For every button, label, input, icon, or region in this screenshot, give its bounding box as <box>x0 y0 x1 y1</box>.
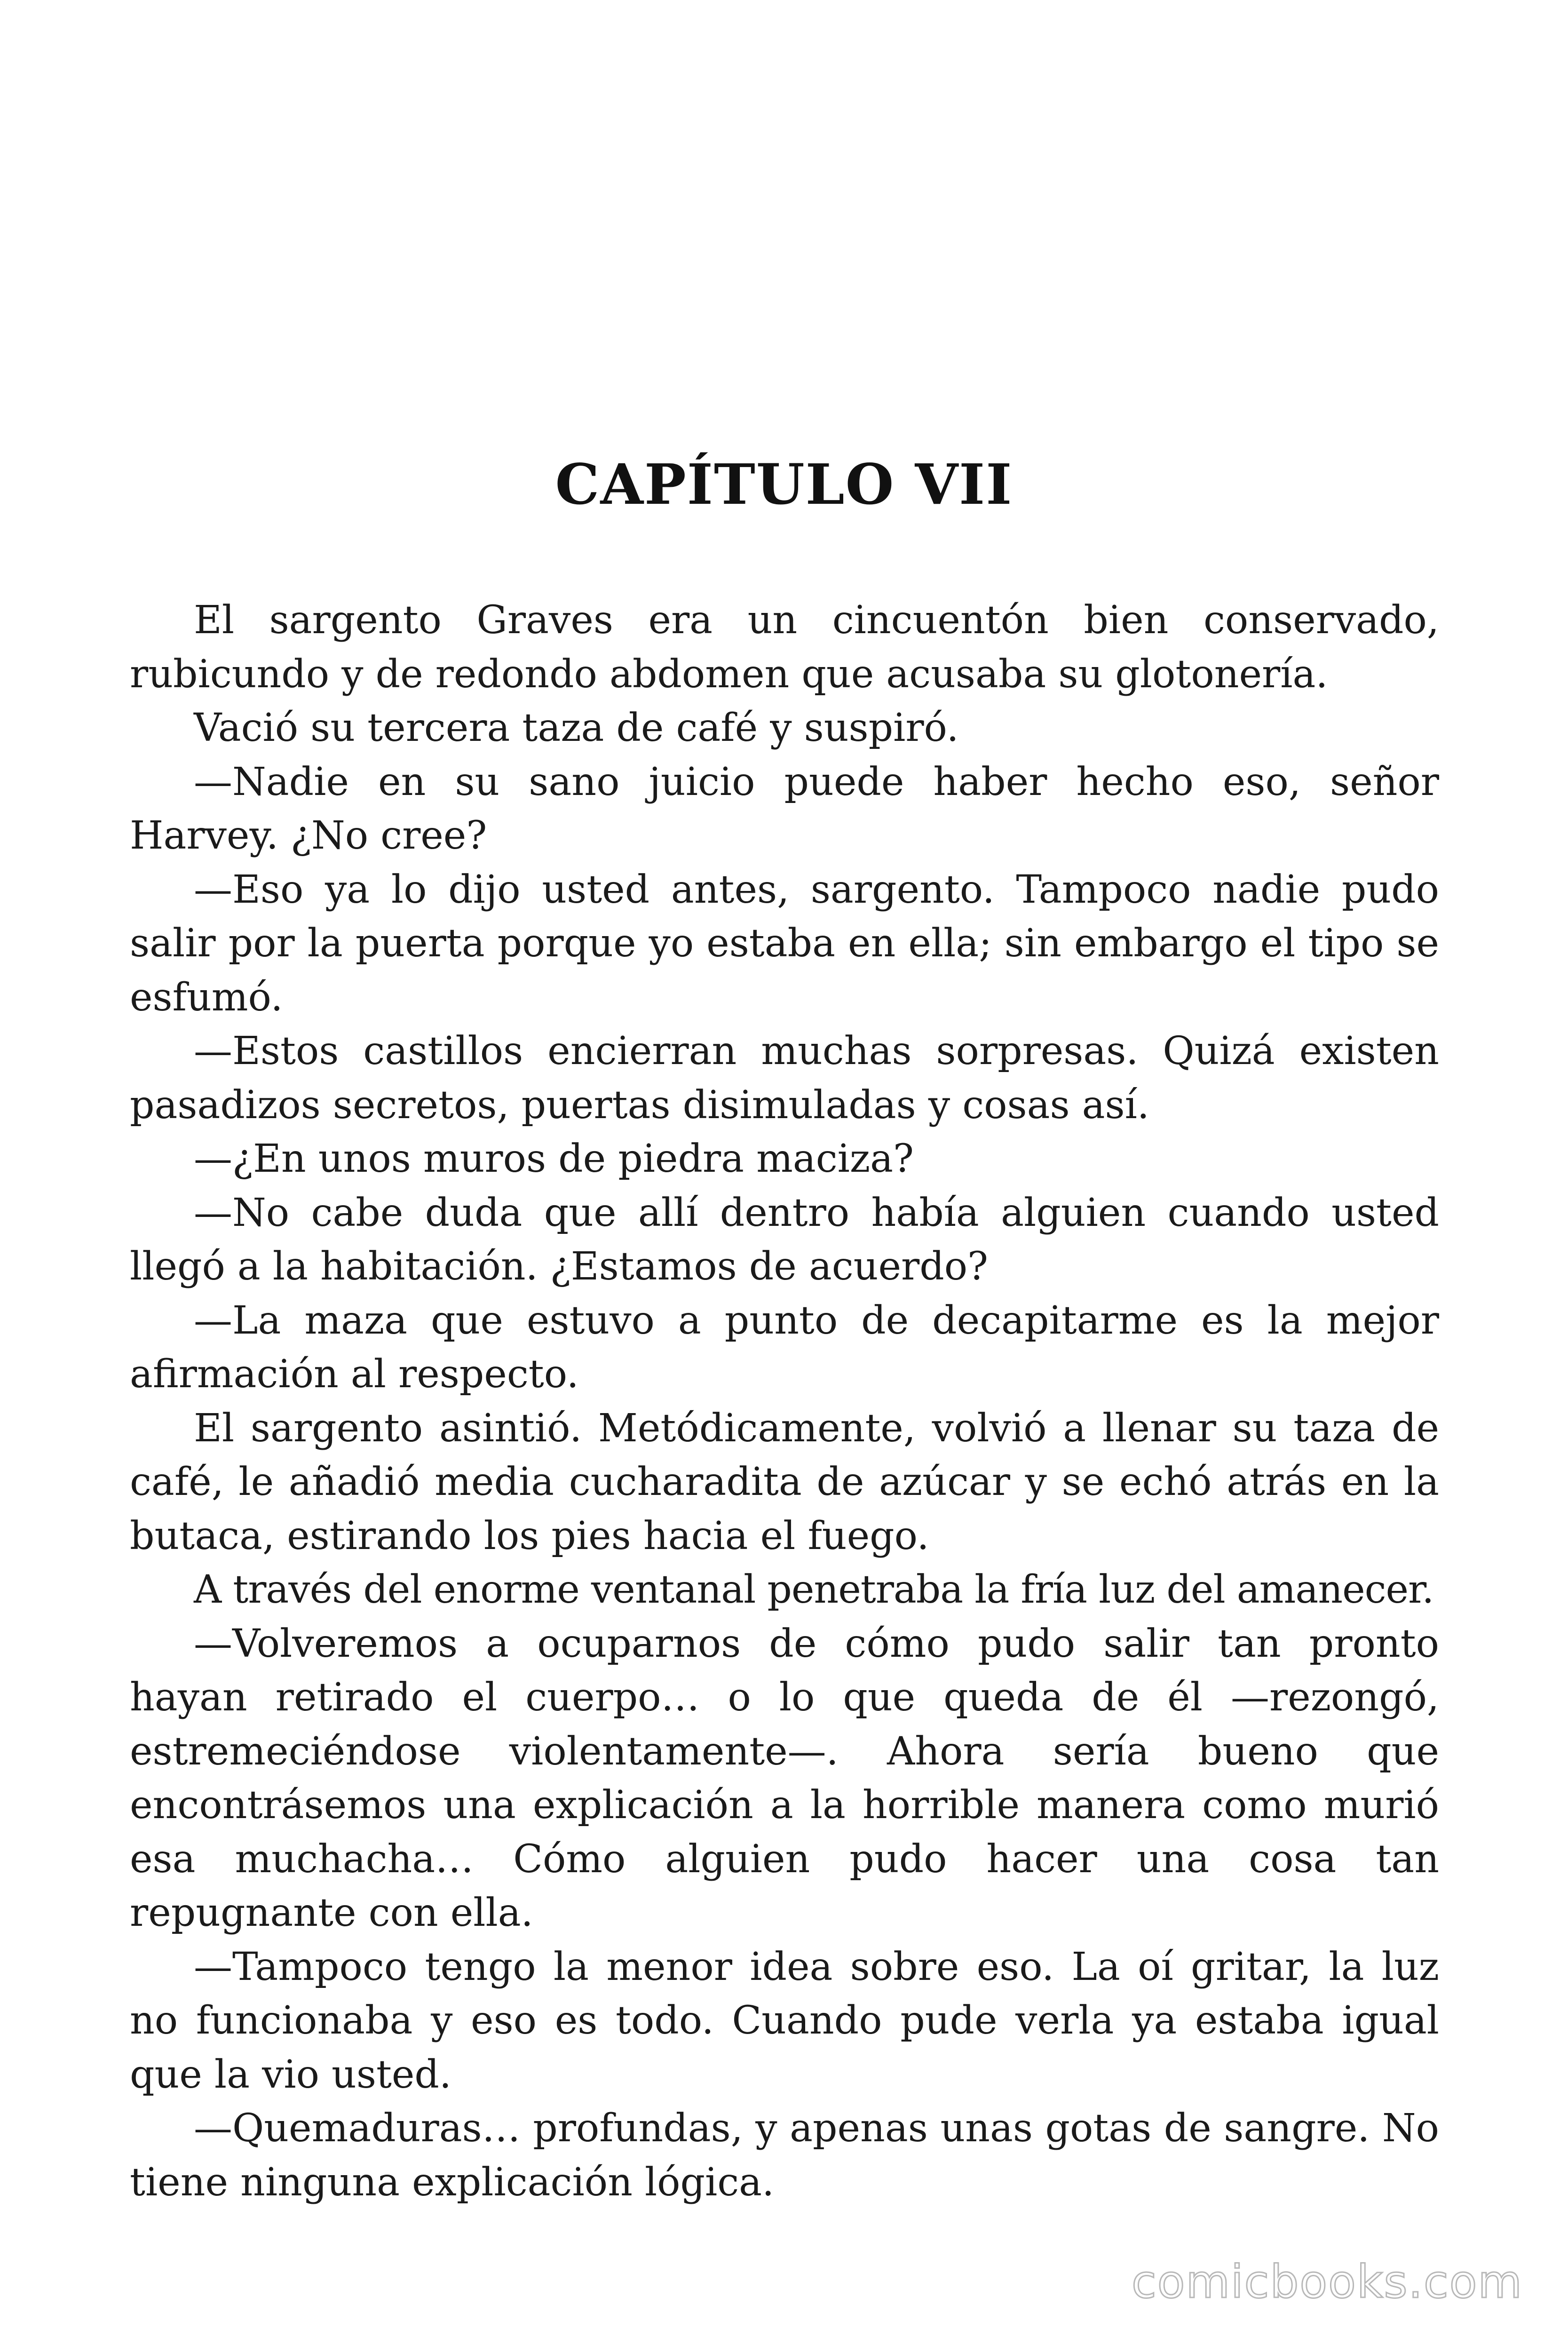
paragraph: —Estos castillos encierran muchas sorpresas. Quizá existen pasadizos secretos, puertas disimuladas y cosas así. <box>130 1029 1439 1128</box>
paragraph: —No cabe duda que allí dentro había alguien cuando usted llegó a la habitación. ¿Estamos de acuerdo? <box>130 1190 1439 1289</box>
watermark: comicbooks.com <box>1131 2256 1523 2308</box>
paragraph: Vació su tercera taza de café y suspiró. <box>194 706 959 750</box>
paragraph: —La maza que estuvo a punto de decapitarme es la mejor afirmación al respecto. <box>130 1298 1439 1397</box>
chapter-body <box>130 594 1439 2209</box>
paragraph: —¿En unos muros de piedra maciza? <box>194 1136 914 1181</box>
paragraph: —Volveremos a ocuparnos de cómo pudo salir tan pronto hayan retirado el cuerpo… o lo que queda de él —rezongó, estremeciéndose violentamente—. Ahora sería bueno que encontrásemos una explicación a la horrible manera como murió esa muchacha… Cómo alguien pudo hacer una cosa tan repugnante con ella. <box>130 1621 1439 1935</box>
paragraph: —Nadie en su sano juicio puede haber hecho eso, señor Harvey. ¿No cree? <box>130 759 1439 858</box>
chapter-title: CAPÍTULO VII <box>555 452 1013 517</box>
paragraph: —Tampoco tengo la menor idea sobre eso. La oí gritar, la luz no funcionaba y eso es todo. Cuando pude verla ya estaba igual que la vio usted. <box>130 1944 1439 2097</box>
paragraph: A través del enorme ventanal penetraba la fría luz del amanecer. <box>194 1567 1434 1612</box>
paragraph: —Eso ya lo dijo usted antes, sargento. Tampoco nadie pudo salir por la puerta porque yo estaba en ella; sin embargo el tipo se esfumó. <box>130 867 1439 1020</box>
paragraph: El sargento asintió. Metódicamente, volvió a llenar su taza de café, le añadió media cucharadita de azúcar y se echó atrás en la butaca, estirando los pies hacia el fuego. <box>130 1406 1439 1558</box>
paragraph: —Quemaduras… profundas, y apenas unas gotas de sangre. No tiene ninguna explicación lógica. <box>130 2106 1439 2205</box>
paragraph: El sargento Graves era un cincuentón bien conservado, rubicundo y de redondo abdomen que acusaba su glotonería. <box>130 598 1439 697</box>
